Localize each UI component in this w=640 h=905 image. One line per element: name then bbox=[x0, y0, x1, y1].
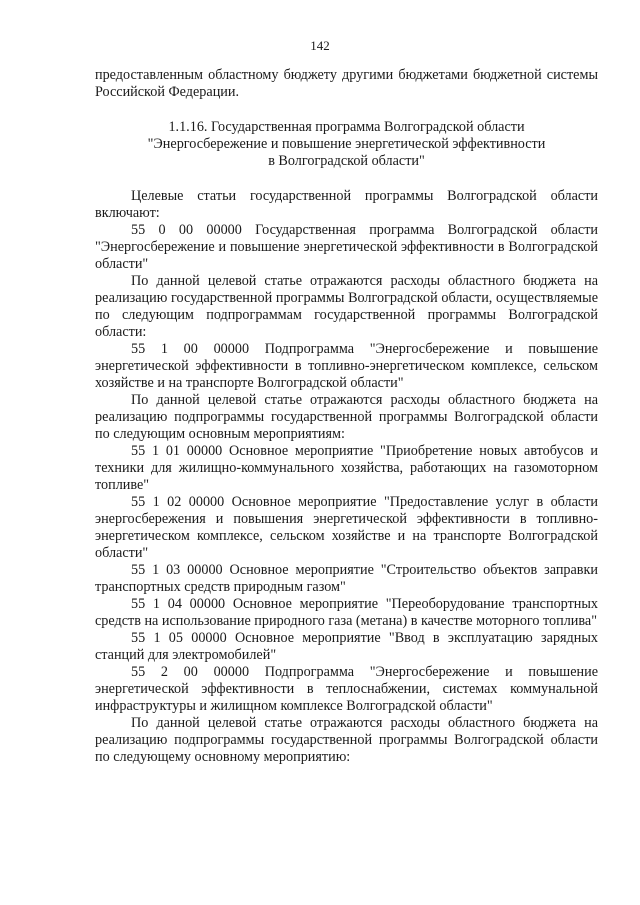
paragraph-subprogram-55-2: 55 2 00 00000 Подпрограмма "Энергосбережение и повышение энергетической эффективности в теплоснабжении, системах коммунальной инфраструктуры и жилищном комплексе Волгоградской области" bbox=[95, 664, 598, 714]
paragraph-measure-55-1-01: 55 1 01 00000 Основное мероприятие "Приобретение новых автобусов и техники для жилищно-коммунального хозяйства, работающих на газомоторном топливе" bbox=[95, 443, 598, 493]
paragraph-expenses-program: По данной целевой статье отражаются расходы областного бюджета на реализацию государственной программы Волгоградской области, осуществляемые по следующим подпрограммам государственной программы Волгоградской области: bbox=[95, 273, 598, 340]
paragraph-measure-55-1-05: 55 1 05 00000 Основное мероприятие "Ввод в эксплуатацию зарядных станций для электромобилей" bbox=[95, 630, 598, 663]
paragraph-measure-55-1-04: 55 1 04 00000 Основное мероприятие "Переоборудование транспортных средств на использование природного газа (метана) в качестве моторного топлива" bbox=[95, 596, 598, 629]
document-body bbox=[95, 67, 598, 766]
section-heading-line-1: 1.1.16. Государственная программа Волгоградской области bbox=[168, 119, 525, 135]
paragraph-expenses-subprogram-2: По данной целевой статье отражаются расходы областного бюджета на реализацию подпрограммы государственной программы Волгоградской области по следующему основному мероприятию: bbox=[95, 715, 598, 765]
paragraph-measure-55-1-03: 55 1 03 00000 Основное мероприятие "Строительство объектов заправки транспортных средств природным газом" bbox=[95, 562, 598, 595]
paragraph-expenses-subprogram-1: По данной целевой статье отражаются расходы областного бюджета на реализацию подпрограммы государственной программы Волгоградской области по следующим основным мероприятиям: bbox=[95, 392, 598, 442]
paragraph-subprogram-55-1: 55 1 00 00000 Подпрограмма "Энергосбережение и повышение энергетической эффективности в топливно-энергетическом комплексе, сельском хозяйстве и на транспорте Волгоградской области" bbox=[95, 341, 598, 391]
section-heading-line-3: в Волгоградской области" bbox=[268, 153, 425, 169]
paragraph-target-articles: Целевые статьи государственной программы Волгоградской области включают: bbox=[95, 188, 598, 221]
paragraph-measure-55-1-02: 55 1 02 00000 Основное мероприятие "Предоставление услуг в области энергосбережения и повышения энергетической эффективности в топливно-энергетическом комплексе, сельском хозяйстве и на транспорте Волгоградской области" bbox=[95, 494, 598, 561]
section-heading-line-2: "Энергосбережение и повышение энергетической эффективности bbox=[147, 136, 546, 152]
section-heading bbox=[95, 119, 598, 170]
continuation-paragraph: предоставленным областному бюджету другими бюджетами бюджетной системы Российской Федерации. bbox=[95, 67, 598, 100]
page-number: 142 bbox=[310, 38, 330, 53]
paragraph-program-55-0: 55 0 00 00000 Государственная программа Волгоградской области "Энергосбережение и повышение энергетической эффективности в Волгоградской области" bbox=[95, 222, 598, 272]
